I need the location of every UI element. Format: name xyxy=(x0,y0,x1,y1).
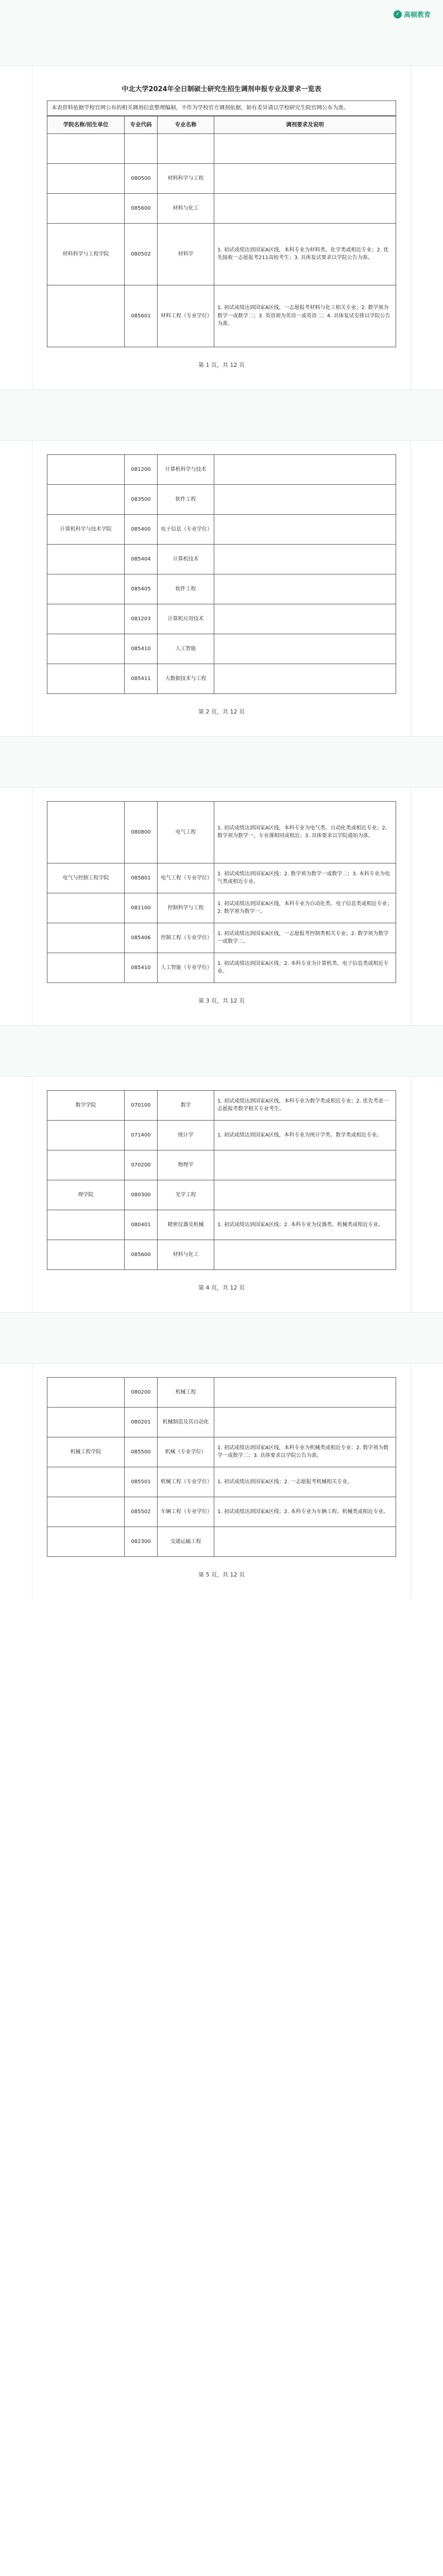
page-number: 第 5 页，共 12 页 xyxy=(198,1571,245,1578)
requirements-table xyxy=(47,801,396,983)
table-row xyxy=(47,1527,396,1556)
table-row xyxy=(47,604,396,634)
cell-major: 人工智能（专业学位） xyxy=(158,953,214,982)
cell-unit xyxy=(47,664,125,693)
cell-major: 控制工程（专业学位） xyxy=(158,923,214,953)
document-pages xyxy=(0,66,443,1599)
cell-req: 1. 初试成绩达到国家A区线，本科专业为数学类或相近专业；2. 优先考虑一志愿报考数学相关专业考生。 xyxy=(214,1090,396,1120)
table-row xyxy=(47,133,396,163)
column-header-req: 调剂要求及说明 xyxy=(214,116,396,133)
cell-unit xyxy=(47,1377,125,1407)
table-row xyxy=(47,1150,396,1180)
cell-unit: 数学学院 xyxy=(47,1090,125,1120)
table-row xyxy=(47,1210,396,1240)
cell-unit xyxy=(47,133,125,163)
cell-unit xyxy=(47,1527,125,1556)
table-row xyxy=(47,223,396,285)
cell-unit xyxy=(47,484,125,514)
requirements-table xyxy=(47,116,396,347)
cell-major: 精密仪器及机械 xyxy=(158,1210,214,1240)
cell-code: 085404 xyxy=(125,544,158,574)
cell-major: 电子信息（专业学位） xyxy=(158,514,214,544)
table-row xyxy=(47,1467,396,1497)
cell-req xyxy=(214,454,396,484)
cell-unit xyxy=(47,163,125,193)
document-page xyxy=(32,66,411,389)
table-row xyxy=(47,1497,396,1527)
cell-unit xyxy=(47,634,125,664)
requirements-table xyxy=(47,1090,396,1270)
cell-req xyxy=(214,1527,396,1556)
table-row xyxy=(47,1407,396,1437)
requirements-table xyxy=(47,454,396,694)
cell-unit xyxy=(47,923,125,953)
cell-code: 085801 xyxy=(125,863,158,893)
table-row xyxy=(47,193,396,223)
cell-req xyxy=(214,1150,396,1180)
brand-logo xyxy=(394,9,431,19)
table-row xyxy=(47,1120,396,1150)
cell-code: 085600 xyxy=(125,193,158,223)
cell-major xyxy=(158,133,214,163)
cell-unit xyxy=(47,1407,125,1437)
cell-major: 大数据技术与工程 xyxy=(158,664,214,693)
cell-code: 081200 xyxy=(125,454,158,484)
notice-text: 本表资料依据学校官网公布的相关调剂信息整理编制，不作为学校官方调剂依据，如有差异请以学校研究生院官网公布为准。 xyxy=(47,100,396,116)
cell-req xyxy=(214,574,396,604)
cell-major: 材料科学与工程 xyxy=(158,163,214,193)
cell-req: 1. 初试成绩达到国家A区线；2. 数学须为数学一或数学二；3. 本科专业为电气类或相近专业。 xyxy=(214,863,396,893)
page-number: 第 1 页，共 12 页 xyxy=(198,361,245,368)
brand-name: 高顿教育 xyxy=(403,11,431,19)
cell-code: 085400 xyxy=(125,514,158,544)
cell-unit: 材料科学与工程学院 xyxy=(47,223,125,285)
cell-code: 085600 xyxy=(125,1240,158,1269)
cell-req: 1. 初试成绩达到国家A区线，一志愿报考控制类相关专业；2. 数学须为数学一或数学二。 xyxy=(214,923,396,953)
cell-unit xyxy=(47,544,125,574)
cell-req: 1. 初试成绩达到国家A区线，本科专业为统计学类、数学类或相近专业。 xyxy=(214,1120,396,1150)
cell-req: 1. 初试成绩达到国家A区线，本科专业为机械类或相近专业；2. 数学须为数学一或数学二；3. 具体要求以学院公告为准。 xyxy=(214,1437,396,1467)
cell-code: 085410 xyxy=(125,634,158,664)
cell-req: 1. 初试成绩达到国家A区线；2. 本科专业为仪器类、机械类或相近专业。 xyxy=(214,1210,396,1240)
cell-code: 081203 xyxy=(125,604,158,634)
table-row xyxy=(47,664,396,693)
cell-major: 人工智能 xyxy=(158,634,214,664)
table-row xyxy=(47,863,396,893)
cell-major: 电气工程（专业学位） xyxy=(158,863,214,893)
cell-req: 1. 初试成绩达到国家A区线；2. 本科专业为车辆工程、机械类或相近专业。 xyxy=(214,1497,396,1527)
cell-code: 085411 xyxy=(125,664,158,693)
table-row xyxy=(47,1437,396,1467)
cell-code: 080300 xyxy=(125,1180,158,1210)
column-header-major: 专业名称 xyxy=(158,116,214,133)
cell-unit xyxy=(47,193,125,223)
cell-code: 070100 xyxy=(125,1090,158,1120)
column-header-unit: 学院名称/招生单位 xyxy=(47,116,125,133)
table-row xyxy=(47,454,396,484)
page-number: 第 2 页，共 12 页 xyxy=(198,708,245,715)
cell-req xyxy=(214,664,396,693)
cell-req xyxy=(214,1180,396,1210)
page-number: 第 4 页，共 12 页 xyxy=(198,1284,245,1291)
cell-req xyxy=(214,163,396,193)
cell-major: 计算机技术 xyxy=(158,544,214,574)
cell-code: 085406 xyxy=(125,923,158,953)
top-banner xyxy=(0,0,443,66)
cell-unit xyxy=(47,801,125,863)
cell-major: 电气工程 xyxy=(158,801,214,863)
cell-code: 070200 xyxy=(125,1150,158,1180)
cell-req xyxy=(214,1377,396,1407)
cell-major: 交通运输工程 xyxy=(158,1527,214,1556)
cell-major: 数学 xyxy=(158,1090,214,1120)
document-page xyxy=(32,1077,411,1312)
cell-unit: 机械工程学院 xyxy=(47,1437,125,1467)
cell-code: 085601 xyxy=(125,285,158,347)
cell-req xyxy=(214,1407,396,1437)
cell-req xyxy=(214,193,396,223)
cell-unit xyxy=(47,1467,125,1497)
cell-unit: 计算机科学与技术学院 xyxy=(47,514,125,544)
cell-major: 材料与化工 xyxy=(158,193,214,223)
cell-req: 1. 初试成绩达到国家A区线，本科专业为材料类、化学类或相近专业；2. 优先接收一志愿报考211高校考生；3. 具体复试要求以学院公告为准。 xyxy=(214,223,396,285)
cell-code: 085405 xyxy=(125,574,158,604)
cell-code: 080500 xyxy=(125,163,158,193)
cell-unit: 理学院 xyxy=(47,1180,125,1210)
cell-code: 080201 xyxy=(125,1407,158,1437)
cell-code: 080502 xyxy=(125,223,158,285)
table-row xyxy=(47,1377,396,1407)
table-row xyxy=(47,801,396,863)
cell-major: 机械工程（专业学位） xyxy=(158,1467,214,1497)
cell-code: 080200 xyxy=(125,1377,158,1407)
page-divider xyxy=(0,389,443,441)
cell-unit xyxy=(47,454,125,484)
cell-major: 机械工程 xyxy=(158,1377,214,1407)
table-row xyxy=(47,514,396,544)
cell-major: 统计学 xyxy=(158,1120,214,1150)
cell-major: 材料学 xyxy=(158,223,214,285)
cell-major: 计算机科学与技术 xyxy=(158,454,214,484)
table-row xyxy=(47,163,396,193)
cell-req: 1. 初试成绩达到国家A区线，本科专业为电气类、自动化类或相近专业；2. 数学须为数学一，专业课相同或相近；3. 具体要求以学院通知为准。 xyxy=(214,801,396,863)
cell-unit xyxy=(47,1240,125,1269)
table-row xyxy=(47,923,396,953)
cell-code: 080800 xyxy=(125,801,158,863)
table-row xyxy=(47,1240,396,1269)
cell-major: 软件工程 xyxy=(158,484,214,514)
cell-major: 材料工程（专业学位） xyxy=(158,285,214,347)
cell-major: 计算机应用技术 xyxy=(158,604,214,634)
brand-mark-icon: ✓ xyxy=(394,10,402,19)
cell-unit xyxy=(47,953,125,982)
cell-major: 控制科学与工程 xyxy=(158,893,214,923)
cell-req: 1. 初试成绩达到国家A区线；2. 本科专业为计算机类、电子信息类或相近专业。 xyxy=(214,953,396,982)
cell-req xyxy=(214,1240,396,1269)
cell-req xyxy=(214,634,396,664)
cell-code: 083500 xyxy=(125,484,158,514)
cell-unit xyxy=(47,574,125,604)
cell-major: 物理学 xyxy=(158,1150,214,1180)
cell-unit: 电气与控制工程学院 xyxy=(47,863,125,893)
requirements-table xyxy=(47,1377,396,1557)
table-row xyxy=(47,1180,396,1210)
cell-code: 071400 xyxy=(125,1120,158,1150)
cell-unit xyxy=(47,604,125,634)
cell-major: 软件工程 xyxy=(158,574,214,604)
cell-req xyxy=(214,604,396,634)
cell-code: 085500 xyxy=(125,1437,158,1467)
cell-code: 085501 xyxy=(125,1467,158,1497)
cell-unit xyxy=(47,1497,125,1527)
cell-code: 085502 xyxy=(125,1497,158,1527)
cell-code xyxy=(125,133,158,163)
cell-req xyxy=(214,484,396,514)
document-page xyxy=(32,788,411,1025)
page-divider xyxy=(0,1312,443,1364)
cell-code: 082300 xyxy=(125,1527,158,1556)
cell-major: 车辆工程（专业学位） xyxy=(158,1497,214,1527)
page-divider xyxy=(0,1025,443,1077)
cell-code: 081100 xyxy=(125,893,158,923)
table-row xyxy=(47,285,396,347)
cell-unit xyxy=(47,893,125,923)
cell-code: 085410 xyxy=(125,953,158,982)
document-title: 中北大学2024年全日制硕士研究生招生调剂申报专业及要求一览表 xyxy=(122,86,321,93)
cell-unit xyxy=(47,1210,125,1240)
table-row xyxy=(47,893,396,923)
cell-req: 1. 初试成绩达到国家A区线；2. 一志愿报考机械相关专业。 xyxy=(214,1467,396,1497)
table-row xyxy=(47,634,396,664)
table-header-row xyxy=(47,116,396,133)
document-page xyxy=(32,1364,411,1599)
cell-major: 机械（专业学位） xyxy=(158,1437,214,1467)
table-row xyxy=(47,953,396,982)
cell-major: 光学工程 xyxy=(158,1180,214,1210)
page-number: 第 3 页，共 12 页 xyxy=(198,997,245,1004)
cell-unit xyxy=(47,1120,125,1150)
table-row xyxy=(47,574,396,604)
cell-major: 机械制造及其自动化 xyxy=(158,1407,214,1437)
cell-req xyxy=(214,544,396,574)
cell-code: 080401 xyxy=(125,1210,158,1240)
page-divider xyxy=(0,736,443,788)
cell-req: 1. 初试成绩达到国家A区线，一志愿报考材料与化工相关专业；2. 数学须为数学一或数学二；3. 英语须为英语一或英语二；4. 具体复试安排以学院公告为准。 xyxy=(214,285,396,347)
column-header-code: 专业代码 xyxy=(125,116,158,133)
table-row xyxy=(47,1090,396,1120)
cell-unit xyxy=(47,1150,125,1180)
cell-req xyxy=(214,514,396,544)
document-page xyxy=(32,441,411,736)
table-row xyxy=(47,544,396,574)
cell-major: 材料与化工 xyxy=(158,1240,214,1269)
cell-req xyxy=(214,133,396,163)
cell-req: 1. 初试成绩达到国家A区线，本科专业为自动化类、电子信息类或相近专业；2. 数学须为数学一。 xyxy=(214,893,396,923)
table-row xyxy=(47,484,396,514)
cell-unit xyxy=(47,285,125,347)
